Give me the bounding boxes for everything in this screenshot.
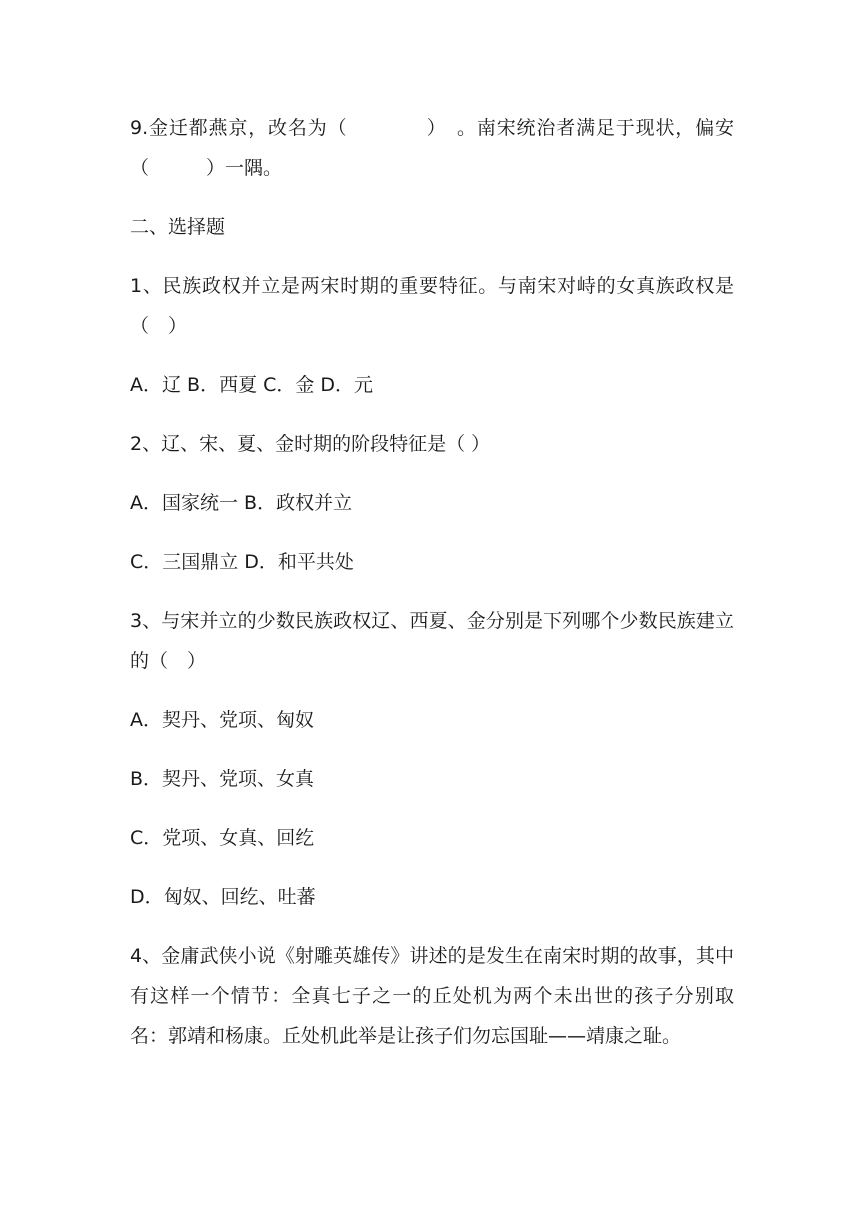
question-4-stem: 4、金庸武侠小说《射雕英雄传》讲述的是发生在南宋时期的故事，其中有这样一个情节：全真七子之一的丘处机为两个未出世的孩子分别取名：郭靖和杨康。丘处机此举是让孩子们勿忘国耻——靖康之耻。	[130, 945, 734, 1047]
question-2-options-cd: C．三国鼎立 D．和平共处	[130, 551, 354, 573]
fill-blank-question-9: 9.金迁都燕京，改名为（ ） 。南宋统治者满足于现状，偏安 （ ）一隅。	[130, 117, 754, 179]
question-3-option-a: A．契丹、党项、匈奴	[130, 709, 314, 731]
question-3-option-c: C．党项、女真、回纥	[130, 827, 315, 849]
question-2-options-ab: A．国家统一 B．政权并立	[130, 492, 353, 514]
question-3-option-d: D．匈奴、回纥、吐蕃	[130, 886, 316, 908]
question-1-stem: 1、民族政权并立是两宋时期的重要特征。与南宋对峙的女真族政权是（ ）	[130, 275, 734, 337]
question-2-stem: 2、辽、宋、夏、金时期的阶段特征是（ ）	[130, 433, 491, 455]
question-1-options: A．辽 B．西夏 C．金 D．元	[130, 374, 374, 396]
document-body	[130, 108, 754, 1075]
question-3-option-b: B．契丹、党项、女真	[130, 768, 315, 790]
section-heading-choice-questions: 二、选择题	[130, 216, 226, 238]
question-3-stem: 3、与宋并立的少数民族政权辽、西夏、金分别是下列哪个少数民族建立的（ ）	[130, 610, 734, 672]
